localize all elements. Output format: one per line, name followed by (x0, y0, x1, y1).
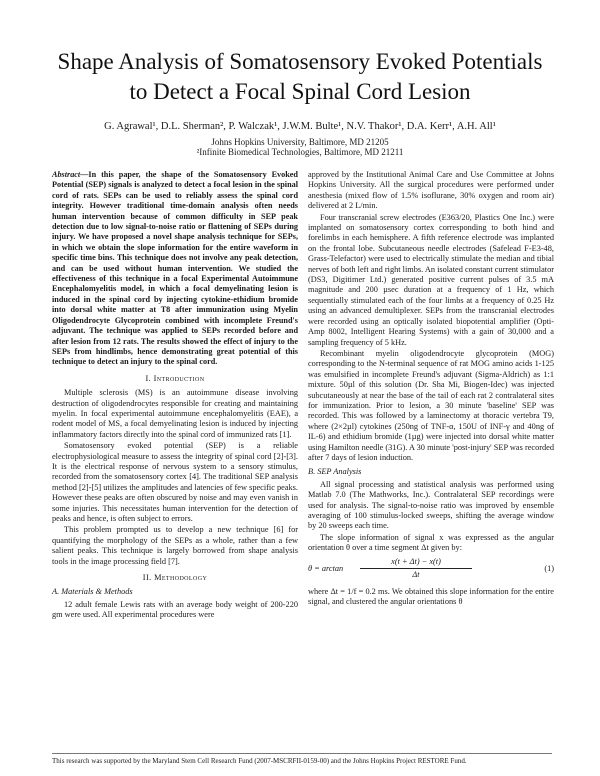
title-line-1: Shape Analysis of Somatosensory Evoked Potentials (57, 49, 543, 74)
equation-1 (308, 557, 554, 585)
intro-paragraph-3: This problem prompted us to develop a new technique [6] for quantifying the morphology of the SEPs as a whole, rather than a few salient peaks. This technique is largely borrowed from shape analysis tools in the image processing field [7]. (52, 525, 298, 566)
equation-numerator: x(t + Δt) − x(t) (360, 557, 472, 569)
analysis-paragraph-3: where Δt = 1/f = 0.2 ms. We obtained this slope information for the entire signal, and clustered the angular orientations θ (308, 586, 554, 607)
section-heading-methodology: II. Methodology (142, 573, 208, 583)
subsection-heading-materials: A. Materials & Methods (52, 587, 133, 597)
methods-paragraph-2: Four transcranial screw electrodes (E363/20, Plastics One Inc.) were implanted on somatosensory cortex corresponding to both hind and forelimbs in each hemisphere. A fifth reference electrode was implanted on the frontal lobe. Subcutaneous needle electrodes (Safelead F-E3-48, Grass-Telefactor) were used to electrically stimulate the median and tibial nerves of both left and right limbs. An isolated constant current stimulator (DS3, Digitimer Ltd.) generated positive current pulses of 3.5 mA magnitude and 200 µsec duration at a frequency of 1 Hz, which sequentially stimulated each of the four limbs at a frequency of 0.25 Hz using an advanced demultiplexer. SEPs from the transcranial electrodes were recorded using an optically isolated biopotential amplifier (Opti-Amp 8002, Intelligent Hearing Systems) with a gain of 30,000 and a sampling frequency of 5 kHz. (308, 212, 554, 347)
abstract (52, 170, 298, 368)
subsection-heading-sep-analysis: B. SEP Analysis (308, 467, 362, 477)
equation-fraction (360, 557, 472, 581)
equation-number: (1) (544, 563, 554, 573)
affiliation-1: Johns Hopkins University, Baltimore, MD 21205 (211, 137, 389, 147)
equation-denominator: Δt (412, 570, 420, 580)
abstract-label: Abstract (52, 170, 81, 179)
section-heading-introduction: I. Introduction (145, 373, 205, 383)
methods-paragraph-3: Recombinant myelin oligodendrocyte glycoprotein (MOG) corresponding to the N-terminal sequence of rat MOG amino acids 1-125 was emulsified in incomplete Freund's adjuvant (Sigma-Aldrich) as 1:1 mixture. 50µl of this solution (Dr. Sha Mi, Biogen-Idec) was injected subcutaneously at near the base of the tail of each rat 2 contralateral sites for immunization. Prior to lesion, a 30 minute 'baseline' SEP was recorded. This was followed by a laminectomy at thoracic vertebra T9, where (2×2µl) cytokines (250ng of TNF-α, 150U of INF-γ and 40ng of IL-6) and ethidium bromide (1µg) were injected into dorsal white matter using Hamilton needle (31G). A 30 minute 'post-injury' SEP was recorded after 7 days of lesion induction. (308, 348, 554, 462)
right-column (308, 170, 554, 607)
title-line-2: to Detect a Focal Spinal Cord Lesion (129, 79, 471, 104)
abstract-text: —In this paper, the shape of the Somatosensory Evoked Potential (SEP) signals is analyzed to detect a focal lesion in the spinal cord of rats. SEPs can be used to reliably assess the spinal cord integrity. However traditional time-domain analysis often needs human intervention because of common difficulty in SEP peak detection due to low signal-to-noise ratio or flattening of SEPs during injury. We have proposed a novel shape analysis technique for SEPs, in which we obtain the slope information for the entire waveform in specific time bins. This technique does not involve any peak detection, and can be used without human intervention. We studied the effectiveness of this technique in a focal Experimental Autoimmune Encephalomyelitis model, in which a focal demyelinating lesion is induced in the spinal cord by injecting cytokine-ethidium bromide into dorsal white matter at T8 after immunization using Myelin Oligodendrocyte Glycoprotein combined with incomplete Freund's adjuvant. The technique was applied to SEPs recorded before and after lesion from 12 rats. The results showed the effect of injury to the SEPs from hindlimbs, hence demonstrating great potential of this technique to detect an injury to the spinal cord. (52, 170, 298, 367)
intro-paragraph-1: Multiple sclerosis (MS) is an autoimmune disease involving destruction of oligodendrocytes responsible for creating and maintaining myelin. In focal experimental autoimmune encephalomyelitis (EAE), a rodent model of MS, a focal demyelinating lesion is induced by injecting inflammatory factors directly into the spinal cord of immunized rats [1]. (52, 388, 298, 439)
methods-paragraph-1-continued: approved by the Institutional Animal Care and Use Committee at Johns Hopkins University. All the surgical procedures were performed under anesthesia (mixed flow of 1.5% isoflurane, 30% oxygen and room air) delivered at 2 L/min. (308, 170, 554, 211)
methods-paragraph-1: 12 adult female Lewis rats with an average body weight of 200-220 gm were used. All experimental procedures were (52, 599, 298, 620)
equation-lhs: θ = arctan (308, 563, 344, 573)
paper-title (20, 47, 580, 107)
affiliation-2: ²Infinite Biomedical Technologies, Baltimore, MD 21211 (196, 147, 404, 157)
analysis-paragraph-1: All signal processing and statistical analysis was performed using Matlab 7.0 (The Mathworks, Inc.). Contralateral SEP recordings were used for analysis. The signal-to-noise ratio was improved by ensemble averaging of 100 stimulus-locked sweeps, shifting the average window by 20 sweeps each time. (308, 479, 554, 531)
funding-footnote: This research was supported by the Maryland Stem Cell Research Fund (2007-MSCRFII-0159-00) and the Johns Hopkins Project RESTORE Fund. (52, 753, 552, 766)
left-column (52, 170, 298, 621)
analysis-paragraph-2: The slope information of signal x was expressed as the angular orientation θ over a time segment Δt given by: (308, 532, 554, 553)
intro-paragraph-2: Somatosensory evoked potential (SEP) is a reliable electrophysiological measure to assess the integrity of spinal cord [2]-[3]. It is the electrical response of nervous system to a sensory stimulus, recorded from the somatosensory cortex [4]. The traditional SEP analysis method [2]-[5] utilizes the amplitudes and latencies of few specific peaks. However these peaks are often obscured by noise and may even vanish in some injuries. This necessitates human intervention for the detection of peaks and hence, is often subject to errors. (52, 441, 298, 523)
author-list: G. Agrawal¹, D.L. Sherman², P. Walczak¹, J.W.M. Bulte¹, N.V. Thakor¹, D.A. Kerr¹, A.H. All¹ (104, 121, 496, 132)
